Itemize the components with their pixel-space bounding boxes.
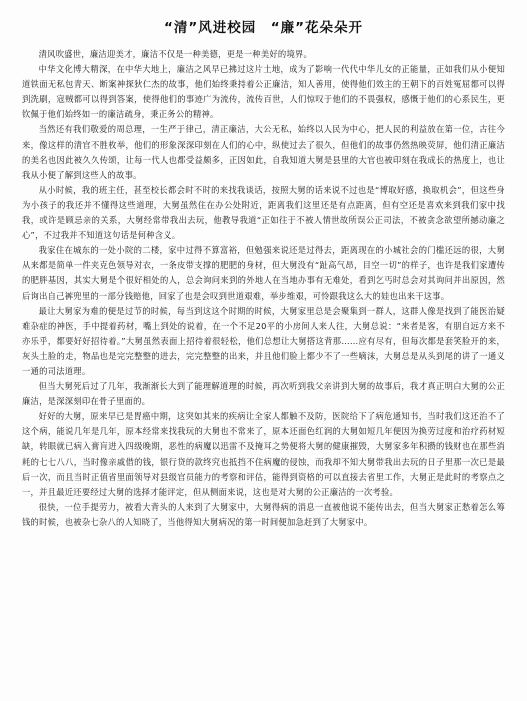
paragraph: 最让大舅家为难的便是过节的时候，每当到这这个时期的时候，大舅家里总是会聚集到一群人，这群人像是找到了能医治疑难杂症的神医，手中提着药材，嘴上到处的说着，在一个不足20平的小房间人来人往，大舅总说：“来者是客，有朋自远方来不亦乐乎，都要好好招待着。”大舅虽然表面上招待着很轻松，他们总想让大舅搭这背那……应有尽有，但每次都是套笑脸开的来，灰头土脸的走，物品也是完完整整的进去，完完整整的出来，并且他们脸上都少不了一些嘀沫，大舅总是从头到尾的讲了一通义一通的司法道理。 bbox=[22, 305, 505, 376]
paragraph: 从小时候，我的班主任，甚至校长都会时不时的来找我谈话，按照大舅的话来说不过也是“博取好感，换取机会”，但这些身为小孩子的我还并不懂得这些道理，大舅虽然住在办公处附近，距离我们这里还是有点距离，但有空还是喜欢来到我们家中找我，或许是顾忌亲的关系，大舅经常带我出去玩，他教导我道“正如往于不被人情世故所误公正司法，不被贪念欲望所撼动廉之心”，不过我并不知道这句话是何种含义。 bbox=[22, 184, 505, 241]
paragraph: 但当大舅死后过了几年，我渐渐长大到了能理解道理的时候，再次听到我父亲讲到大舅的故事后，我才真正明白大舅的公正廉洁，是深深刻印在骨子里面的。 bbox=[22, 381, 505, 407]
paragraph: 中华文化博大精深，在中华大地上，廉洁之风早已拂过这片土地，成为了影响一代代中华儿女的正能量，正如我们从小便知道铁面无私包青天、断案神探狄仁杰的故事，他们始终秉持着公正廉洁，知人善用，使得他们效主的王朝下的百姓冤屈都可以得到洗刷，寇贼都可以得到答案，使得他们的事迹广为流传，流传百世，人们惊叹于他们的不畏强权，感慨于他们的心系民生，更钦佩于他们始终如一的廉洁疏身，秉正务公的精神。 bbox=[22, 64, 505, 120]
paragraph: 当然还有我们敬爱的周总理，一生严于律己，清正廉洁，大公无私，始终以人民为中心，把人民的利益放在第一位，古往今来，像这样的清官不胜枚举，他们的形象深深印刻在人们的心中，纵使过去了很久，但他们的故事仍然热映荧屏，他们清正廉洁的美名也因此被久久传颂，让每一代人也都受益颇多，正因如此，自我知道大舅是县里的大官也被印刻在我成长的热度上，也让我从小便了解到这些人的故事。 bbox=[22, 124, 505, 180]
article-body bbox=[22, 47, 505, 530]
paragraph: 很快，一位手提劳力，被看大背头的人来到了大舅家中，大舅得病的消息一直被他说不能传出去，但当大舅家正愁着怎么筹钱的时候，也被杂七杂八的人知晓了，当他得知大舅病况的第一时间便加急赶到了大舅家中。 bbox=[22, 501, 505, 527]
article-title: “清”风进校园 “廉”花朵朵开 bbox=[164, 20, 363, 36]
paragraph: 清风吹盛世，廉洁迎美才，廉洁不仅是一种美德，更是一种美好的境界。 bbox=[38, 49, 313, 59]
paragraph: 我家住在城东的一处小院的二楼，家中过得不算富裕，但勉强来说还是过得去，距离现在的小城社会的门槛还远的很，大舅从来都是简单一件夹克色领导对衣，一条皮带支撑的肥肥的身材，但大舅没有“趾高气昂，目空一切”的样子，也许是我们家遭传的肥胖基因，其实大舅是个很好相处的人，总会询问来到的外地人在当地办事有无难处，看到乞丐时总会对其询问并出原因，然后询出自己裤兜里的一部分钱赔他，回家了也是会叹到世道艰难，举步维艰，可怜跟我这么大的娃也出来干这事。 bbox=[22, 245, 505, 301]
paragraph: 好好的大舅，原来早已是胃癌中期，这突如其来的疾病让全家人都触不及防，医院给下了病危通知书，当时我们这还治不了这个病，能说几年是几年，原本经常来找我玩的大舅也不常来了，原本还面色红润的大舅如短几年便因为换劳过度和治疗药材短缺，转眼就已病入膏肓进入四级晚期，恶性的病魔以迅雷不及掩耳之势便将大舅的健康摧毁，大舅家多年积攒的钱财也在那些消耗的七七八八，当时像亲戚借的钱，银行贷的款终究也抵挡不住病魔的侵蚀，而我却不知大舅带我出去玩的日子里那一次已是最后一次，而且当时正值省里面领导对县级官员能力的考察和评估，能得到资格的可以直接去省里工作，大舅正是此时的考察点之一，并且最近还要经过大舅的选择才能评定，但从侧面来说，这也是对大舅的公正廉洁的一次考验。 bbox=[22, 411, 505, 497]
